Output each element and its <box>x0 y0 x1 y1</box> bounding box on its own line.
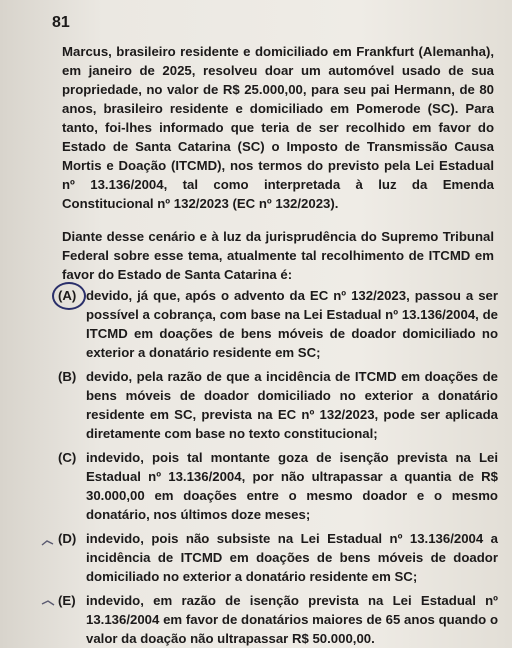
question-stem <box>62 42 494 213</box>
question-number: 81 <box>52 14 70 31</box>
option-d[interactable] <box>58 529 498 586</box>
option-e-letter: (E) <box>58 593 76 608</box>
option-c-letter: (C) <box>58 450 77 465</box>
pen-tick-mark-d <box>40 536 56 552</box>
option-e[interactable] <box>58 591 498 648</box>
option-a[interactable] <box>58 286 498 362</box>
answer-options <box>58 286 498 648</box>
option-c-text: indevido, pois tal montante goza de isenção prevista na Lei Estadual nº 13.136/2004, por não ultrapassar a quantia de R$ 30.000,00 em doações entre o mesmo doador e o mesmo donatário, nos últimos doze meses; <box>86 450 498 522</box>
option-c[interactable] <box>58 448 498 524</box>
question-prompt: Diante desse cenário e à luz da jurisprudência do Supremo Tribunal Federal sobre esse tema, atualmente tal recolhimento de ITCMD em favor do Estado de Santa Catarina é: <box>62 229 494 282</box>
pen-tick-mark-e <box>40 596 56 612</box>
option-d-text: indevido, pois não subsiste na Lei Estadual nº 13.136/2004 a incidência de ITCMD em doações de bens móveis de doador domiciliado no exterior a donatário residente em SC; <box>86 531 498 584</box>
option-d-letter: (D) <box>58 531 77 546</box>
option-a-letter-text: (A) <box>58 288 77 303</box>
option-e-text: indevido, em razão de isenção prevista na Lei Estadual nº 13.136/2004 em favor de donatários maiores de 65 anos quando o valor da doação não ultrapassar R$ 50.000,00. <box>86 593 498 646</box>
option-a-letter <box>58 286 86 305</box>
stem-text: Marcus, brasileiro residente e domiciliado em Frankfurt (Alemanha), em janeiro de 2025, resolveu doar um automóvel usado de sua propriedade, no valor de R$ 25.000,00, para seu pai Hermann, de 80 anos, brasileiro residente e domiciliado em Pomerode (SC). Para tanto, foi-lhes informado que teria de ser recolhido em favor do Estado de Santa Catarina (SC) o Imposto de Transmissão Causa Mortis e Doação (ITCMD), nos termos do previsto pela Lei Estadual nº 13.136/2004, tal como interpretada à luz da Emenda Constitucional nº 132/2023 (EC nº 132/2023). <box>62 44 494 211</box>
option-a-text: devido, já que, após o advento da EC nº 132/2023, passou a ser possível a cobrança, com base na Lei Estadual nº 13.136/2004, de ITCMD em doações de bens móveis de doador domiciliado no exterior a donatário residente em SC; <box>86 288 498 360</box>
option-b-text: devido, pela razão de que a incidência de ITCMD em doações de bens móveis de doador domiciliado no exterior a donatário residente em SC, prevista na EC nº 132/2023, pode ser aplicada diretamente com base no texto constitucional; <box>86 369 498 441</box>
option-b-letter: (B) <box>58 369 77 384</box>
option-b[interactable] <box>58 367 498 443</box>
